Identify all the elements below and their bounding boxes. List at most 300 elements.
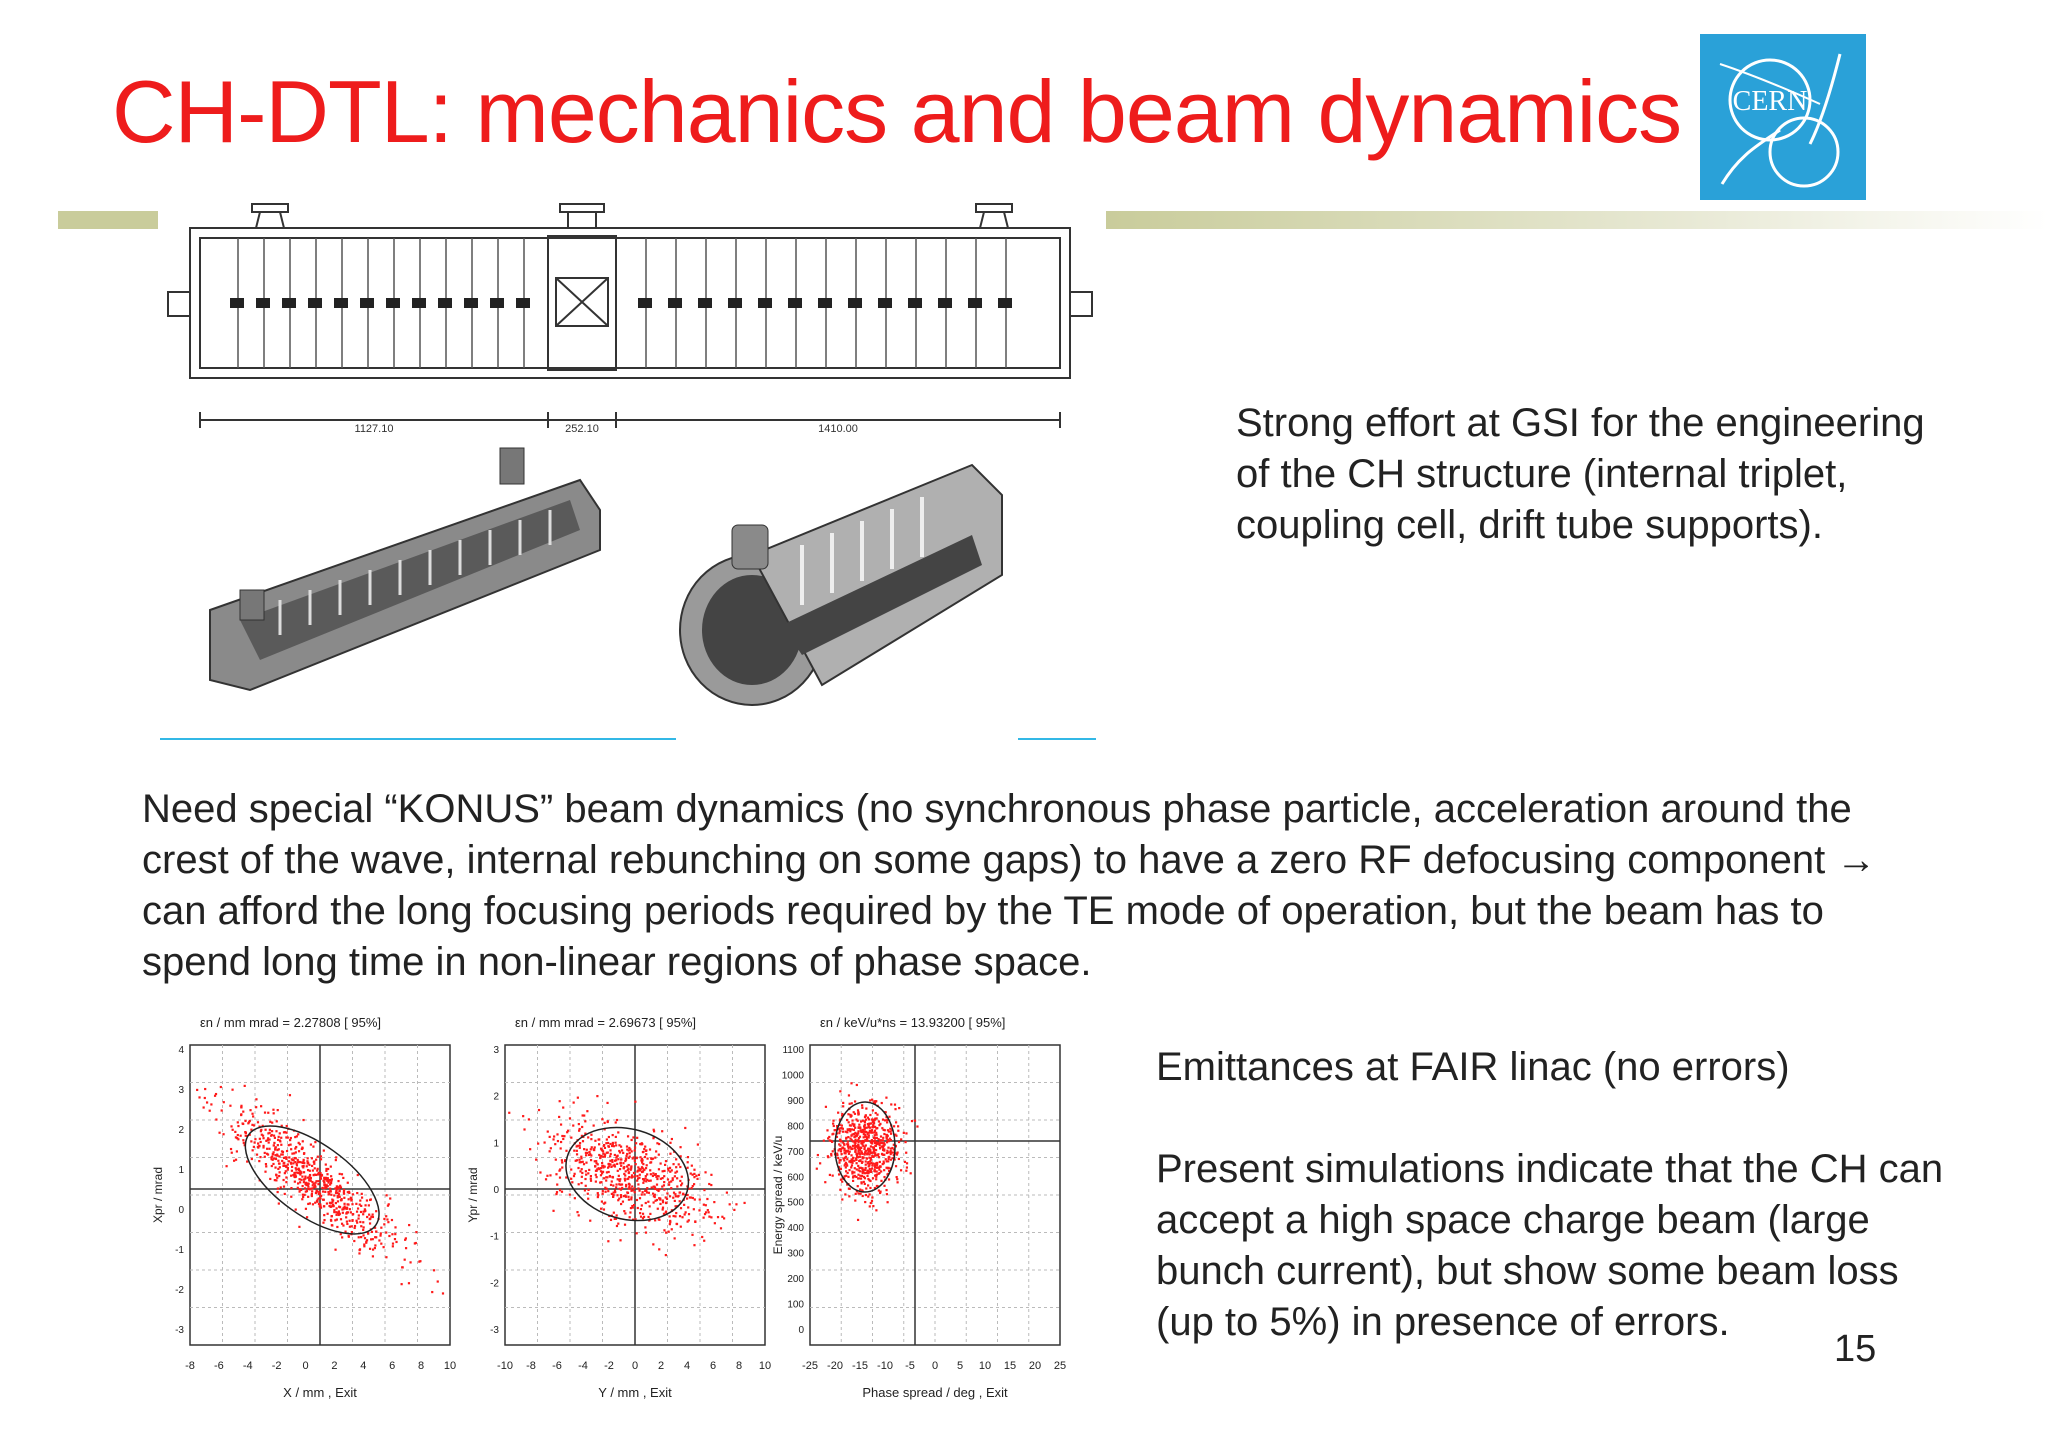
particle (230, 1125, 232, 1127)
particle (271, 1122, 273, 1124)
particle (595, 1174, 597, 1176)
particle (307, 1162, 309, 1164)
particle (645, 1175, 647, 1177)
ytick-label: 900 (787, 1095, 804, 1107)
particle (612, 1184, 614, 1186)
particle (867, 1140, 869, 1142)
particle (653, 1186, 655, 1188)
particle (555, 1173, 557, 1175)
particle (634, 1146, 636, 1148)
particle (274, 1148, 276, 1150)
particle (662, 1199, 664, 1201)
particle (855, 1153, 857, 1155)
particle (372, 1255, 374, 1257)
particle (878, 1166, 880, 1168)
particle (335, 1202, 337, 1204)
particle (618, 1150, 620, 1152)
particle (229, 1105, 231, 1107)
particle (904, 1161, 906, 1163)
particle (669, 1223, 671, 1225)
particle (675, 1158, 677, 1160)
particle (552, 1138, 554, 1140)
particle (584, 1120, 586, 1122)
particle (287, 1163, 289, 1165)
particle (391, 1219, 393, 1221)
particle (636, 1157, 638, 1159)
particle (596, 1095, 598, 1097)
particle (334, 1249, 336, 1251)
particle (529, 1148, 531, 1150)
particle (277, 1168, 279, 1170)
particle (576, 1153, 578, 1155)
particle (890, 1150, 892, 1152)
particle (259, 1156, 261, 1158)
particle (559, 1100, 561, 1102)
particle (629, 1216, 631, 1218)
particle (604, 1202, 606, 1204)
particle (362, 1234, 364, 1236)
particle (297, 1172, 299, 1174)
particle (267, 1112, 269, 1114)
particle (844, 1193, 846, 1195)
particle (236, 1137, 238, 1139)
particle (674, 1215, 676, 1217)
particle (585, 1154, 587, 1156)
ytick-label: 0 (798, 1325, 804, 1336)
particle (291, 1170, 293, 1172)
particle (865, 1160, 867, 1162)
xtick-label: 0 (631, 1360, 639, 1372)
particle (611, 1161, 613, 1163)
emittance-plots (150, 1005, 1070, 1405)
particle (672, 1197, 674, 1199)
particle (867, 1161, 869, 1163)
particle (857, 1109, 859, 1111)
particle (629, 1184, 631, 1186)
particle (838, 1132, 840, 1134)
particle (605, 1142, 607, 1144)
particle (302, 1194, 304, 1196)
particle (850, 1082, 852, 1084)
particle (278, 1136, 280, 1138)
particle (305, 1191, 307, 1193)
plot-xlabel-1: X / mm , Exit (283, 1385, 357, 1400)
particle (339, 1213, 341, 1215)
particle (871, 1132, 873, 1134)
particle (538, 1109, 540, 1111)
particle (330, 1219, 332, 1221)
particle (590, 1148, 592, 1150)
particle (848, 1147, 850, 1149)
particle (306, 1216, 308, 1218)
particle (698, 1209, 700, 1211)
particle (262, 1146, 264, 1148)
particle (643, 1193, 645, 1195)
particle (304, 1187, 306, 1189)
particle (905, 1152, 907, 1154)
particle (690, 1196, 692, 1198)
particle (641, 1171, 643, 1173)
particle (325, 1163, 327, 1165)
particle (374, 1247, 376, 1249)
particle (885, 1167, 887, 1169)
particle (549, 1174, 551, 1176)
particle (676, 1223, 678, 1225)
particle (603, 1208, 605, 1210)
particle (269, 1129, 271, 1131)
particle (647, 1216, 649, 1218)
particle (886, 1141, 888, 1143)
particle (857, 1177, 859, 1179)
particle (570, 1168, 572, 1170)
particle (276, 1149, 278, 1151)
particle (332, 1199, 334, 1201)
particle (278, 1155, 280, 1157)
particle (561, 1159, 563, 1161)
particle (876, 1137, 878, 1139)
particle (837, 1149, 839, 1151)
particle (280, 1186, 282, 1188)
particle (868, 1164, 870, 1166)
particle (703, 1189, 705, 1191)
particle (609, 1155, 611, 1157)
particle (198, 1096, 200, 1098)
particle (842, 1131, 844, 1133)
particle (307, 1157, 309, 1159)
particle (863, 1133, 865, 1135)
particle (656, 1178, 658, 1180)
particle (873, 1148, 875, 1150)
particle (714, 1222, 716, 1224)
ytick-label: 500 (787, 1197, 804, 1209)
particle (658, 1154, 660, 1156)
particle (705, 1204, 707, 1206)
particle (830, 1154, 832, 1156)
particle (359, 1248, 361, 1250)
particle (556, 1191, 558, 1193)
particle (300, 1179, 302, 1181)
particle (611, 1176, 613, 1178)
particle (597, 1163, 599, 1165)
dim-label-2: 252.10 (565, 423, 599, 435)
particle (314, 1141, 316, 1143)
particle (256, 1154, 258, 1156)
particle (648, 1192, 650, 1194)
particle (853, 1111, 855, 1113)
particle (600, 1208, 602, 1210)
particle (669, 1167, 671, 1169)
ytick-label: -1 (175, 1245, 184, 1256)
particle (617, 1178, 619, 1180)
particle (573, 1175, 575, 1177)
ytick-label: 1 (178, 1165, 184, 1176)
particle (627, 1135, 629, 1137)
particle (851, 1164, 853, 1166)
particle (686, 1197, 688, 1199)
particle (583, 1148, 585, 1150)
particle (708, 1211, 710, 1213)
particle (602, 1171, 604, 1173)
particle (298, 1142, 300, 1144)
particle (630, 1165, 632, 1167)
particle (846, 1143, 848, 1145)
particle (641, 1193, 643, 1195)
particle (663, 1175, 665, 1177)
particle (645, 1149, 647, 1151)
particle (885, 1158, 887, 1160)
particle (309, 1188, 311, 1190)
particle (348, 1198, 350, 1200)
particle (663, 1188, 665, 1190)
particle (546, 1175, 548, 1177)
particle (859, 1156, 861, 1158)
particle (659, 1198, 661, 1200)
particle (395, 1241, 397, 1243)
particle (633, 1204, 635, 1206)
particle (286, 1150, 288, 1152)
particle (652, 1175, 654, 1177)
particle (275, 1130, 277, 1132)
particle (847, 1113, 849, 1115)
particle (855, 1140, 857, 1142)
particle (276, 1154, 278, 1156)
particle (598, 1143, 600, 1145)
particle (867, 1148, 869, 1150)
particle (363, 1245, 365, 1247)
particle (554, 1143, 556, 1145)
particle (699, 1198, 701, 1200)
particle (626, 1178, 628, 1180)
particle (298, 1226, 300, 1228)
particle (873, 1150, 875, 1152)
particle (210, 1103, 212, 1105)
ytick-label: 200 (787, 1274, 804, 1286)
particle (556, 1133, 558, 1135)
particle (316, 1201, 318, 1203)
particle (868, 1157, 870, 1159)
particle (620, 1146, 622, 1148)
particle (823, 1140, 825, 1142)
particle (681, 1176, 683, 1178)
particle (610, 1166, 612, 1168)
particle (309, 1170, 311, 1172)
particle (641, 1143, 643, 1145)
xtick-label: 2 (657, 1360, 665, 1372)
particle (327, 1213, 329, 1215)
particle (234, 1131, 236, 1133)
particle (645, 1153, 647, 1155)
slide-title: CH-DTL: mechanics and beam dynamics (112, 62, 1682, 161)
particle (235, 1159, 237, 1161)
particle (597, 1194, 599, 1196)
particle (623, 1167, 625, 1169)
particle (309, 1174, 311, 1176)
particle (653, 1201, 655, 1203)
particle (658, 1143, 660, 1145)
particle (867, 1184, 869, 1186)
particle (669, 1195, 671, 1197)
particle (590, 1175, 592, 1177)
particle (636, 1232, 638, 1234)
ytick-label: 3 (178, 1085, 184, 1096)
particle (322, 1199, 324, 1201)
particle (594, 1146, 596, 1148)
particle (630, 1198, 632, 1200)
particle (864, 1183, 866, 1185)
particle (343, 1197, 345, 1199)
particle (875, 1174, 877, 1176)
particle (288, 1156, 290, 1158)
particle (861, 1182, 863, 1184)
particle (864, 1127, 866, 1129)
particle (273, 1112, 275, 1114)
particle (646, 1187, 648, 1189)
particle (856, 1145, 858, 1147)
particle (556, 1183, 558, 1185)
particle (839, 1159, 841, 1161)
particle (875, 1149, 877, 1151)
particle (290, 1175, 292, 1177)
particle (585, 1162, 587, 1164)
particle (860, 1120, 862, 1122)
particle (353, 1240, 355, 1242)
particle (669, 1215, 671, 1217)
particle (590, 1180, 592, 1182)
particle (347, 1182, 349, 1184)
particle (623, 1173, 625, 1175)
particle (599, 1155, 601, 1157)
particle (301, 1176, 303, 1178)
particle (268, 1141, 270, 1143)
particle (874, 1134, 876, 1136)
particle (560, 1123, 562, 1125)
particle (852, 1180, 854, 1182)
particle (652, 1158, 654, 1160)
particle (634, 1160, 636, 1162)
xtick-label: 4 (360, 1360, 367, 1372)
particle (885, 1097, 887, 1099)
particle (671, 1169, 673, 1171)
particle (646, 1157, 648, 1159)
particle (607, 1240, 609, 1242)
particle (897, 1130, 899, 1132)
particle (694, 1220, 696, 1222)
particle (698, 1174, 700, 1176)
particle (871, 1119, 873, 1121)
ytick-label: 3 (493, 1045, 499, 1056)
particle (232, 1129, 234, 1131)
particle (706, 1198, 708, 1200)
particle (691, 1187, 693, 1189)
particle (850, 1166, 852, 1168)
particle (637, 1166, 639, 1168)
particle (335, 1156, 337, 1158)
xtick-label: 2 (331, 1360, 338, 1372)
particle (196, 1089, 198, 1091)
particle (278, 1163, 280, 1165)
particle (300, 1171, 302, 1173)
particle (857, 1185, 859, 1187)
particle (367, 1233, 369, 1235)
particle (704, 1171, 706, 1173)
particle (204, 1088, 206, 1090)
particle (290, 1187, 292, 1189)
particle (570, 1137, 572, 1139)
particle (854, 1167, 856, 1169)
particle (875, 1100, 877, 1102)
particle (604, 1156, 606, 1158)
particle (254, 1141, 256, 1143)
particle (854, 1150, 856, 1152)
particle (881, 1102, 883, 1104)
particle (693, 1208, 695, 1210)
particle (865, 1144, 867, 1146)
particle (869, 1205, 871, 1207)
particle (890, 1103, 892, 1105)
ch-tank-3d-render-left (200, 440, 610, 700)
particle (861, 1162, 863, 1164)
particle (615, 1183, 617, 1185)
particle (581, 1176, 583, 1178)
particle (616, 1225, 618, 1227)
particle (729, 1203, 731, 1205)
particle (266, 1148, 268, 1150)
particle (573, 1150, 575, 1152)
particle (415, 1231, 417, 1233)
particle (875, 1112, 877, 1114)
particle (875, 1178, 877, 1180)
particle (824, 1181, 826, 1183)
particle (871, 1099, 873, 1101)
particle (856, 1084, 858, 1086)
particle (350, 1199, 352, 1201)
particle (369, 1199, 371, 1201)
particle (339, 1173, 341, 1175)
particle (860, 1130, 862, 1132)
particle (237, 1134, 239, 1136)
particle (676, 1177, 678, 1179)
particle (615, 1136, 617, 1138)
particle (283, 1162, 285, 1164)
particle (877, 1154, 879, 1156)
ytick-label: 1 (493, 1138, 499, 1150)
particle (633, 1156, 635, 1158)
particle (904, 1141, 906, 1143)
particle (363, 1211, 365, 1213)
particle (651, 1186, 653, 1188)
particle (408, 1282, 410, 1284)
particle (872, 1109, 874, 1111)
particle (302, 1185, 304, 1187)
particle (865, 1107, 867, 1109)
particle (209, 1110, 211, 1112)
particle (726, 1192, 728, 1194)
particle (657, 1208, 659, 1210)
particle (349, 1220, 351, 1222)
particle (872, 1121, 874, 1123)
particle (680, 1226, 682, 1228)
ytick-label: 300 (787, 1248, 804, 1260)
particle (344, 1231, 346, 1233)
particle (233, 1160, 235, 1162)
particle (273, 1142, 275, 1144)
particle (861, 1153, 863, 1155)
particle (888, 1116, 890, 1118)
particle (338, 1190, 340, 1192)
xtick-label: -6 (213, 1360, 224, 1372)
particle (359, 1221, 361, 1223)
particle (616, 1194, 618, 1196)
